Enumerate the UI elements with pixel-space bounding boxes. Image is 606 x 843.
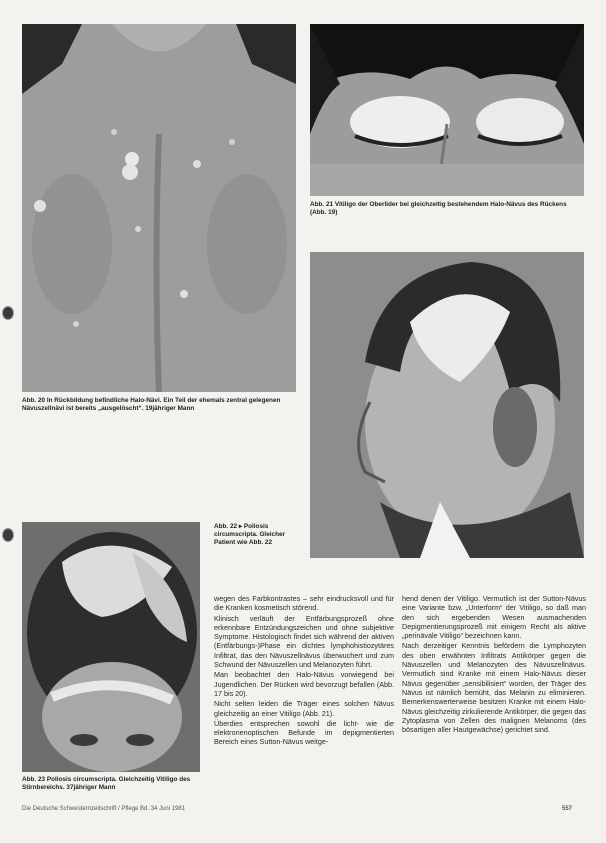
column-1-paragraph: Man beobachtet den Halo-Nävus vorwiegend bei Jugendlichen. Der Rücken wird bevorzugt befallen (Abb. 17 bis 20). xyxy=(214,670,394,698)
page-number: 557 xyxy=(562,806,573,812)
punch-hole xyxy=(2,528,14,542)
figure-20-caption: Abb. 20 In Rückbildung befindliche Halo-Nävi. Ein Teil der ehemals zentral gelegenen Nävuszellnävi ist bereits „ausgelöscht“. 19jähriger Mann xyxy=(22,397,281,412)
figure-21-caption: Abb. 21 Vitiligo der Oberlider bei gleichzeitig bestehendem Halo-Nävus des Rückens (Abb. 19) xyxy=(310,201,567,216)
figure-22-caption: Abb. 22 ▸ Poliosis circumscripta. Gleicher Patient wie Abb. 22 xyxy=(214,523,286,546)
body-column-2 xyxy=(402,594,586,735)
vitiligo-eyelids-image xyxy=(310,24,584,196)
footer-journal: Die Deutsche Schwesternzeitschrift / Pflege Bd. 34 Juni 1981 xyxy=(22,806,186,812)
figure-21-photo xyxy=(310,24,584,196)
figure-22-photo xyxy=(310,252,584,558)
column-1-paragraph: wegen des Farbkontrastes – sehr eindrucksvoll und für die Kranken kosmetisch störend. xyxy=(214,594,394,613)
back-halo-nevi-image xyxy=(22,24,296,392)
poliosis-profile-image xyxy=(310,252,584,558)
punch-hole xyxy=(2,306,14,320)
column-2-paragraph: hend denen der Vitiligo. Vermutlich ist der Sutton-Nävus eine Variante bzw. „Unterform“ der Vitiligo, so daß man den sich ergebenden Wesen ausmachenden Depigmentierungsprozeß mit einigem Recht als aktive „perinävale Vitiligo“ bezeichnen kann. xyxy=(402,594,586,641)
column-1-paragraph: Überdies entsprechen sowohl die licht- wie die elektronenoptischen Befunde im depigmentierten Bereich eines Sutton-Nävus weitge- xyxy=(214,718,394,747)
body-column-1 xyxy=(214,594,394,748)
figure-20-photo xyxy=(22,24,296,392)
column-1-paragraph: Klinisch verläuft der Entfärbungsprozeß ohne erkennbare Entzündungszeichen und ohne subjektive Symptome. Histologisch findet sich während der aktiven (Entfärbungs-)Phase ein dichtes lymphohistiozytäres Infiltrat, das den Nävuszellnävus überwuchert und zum Schwund der Nävuszellen und Melanozyten führt. xyxy=(214,613,394,670)
column-1-paragraph: Nicht selten leiden die Träger eines solchen Nävus gleichzeitig an einer Vitiligo (Abb. 21). xyxy=(214,699,394,718)
figure-23-caption: Abb. 23 Poliosis circumscripta. Gleichzeitig Vitiligo des Stirnbereichs. 37jähriger Mann xyxy=(22,776,191,791)
poliosis-vertex-image xyxy=(22,522,200,772)
figure-23-photo xyxy=(22,522,200,772)
column-2-paragraph: Nach derzeitiger Kenntnis befördern die Lymphozyten des oben erwähnten Infiltrats Antikörper gegen die Nävuszellen und Melanozyten des Nävuszellnävus. Vermutlich sind Kranke mit einem Halo-Nävus dieser Nävus gegenüber „sensibilisiert“ worden, der Träger des Nävus ist nämlich bemüht, das Melanin zu eliminieren. Bemerkenswerterweise besitzen Kranke mit einem Halo-Nävus gleichzeitig zirkulierende Antikörper, die gegen das Zytoplasma von Zellen des malignen Melanoms (des bösartigen aller Hautgewächse) gerichtet sind. xyxy=(402,641,586,735)
